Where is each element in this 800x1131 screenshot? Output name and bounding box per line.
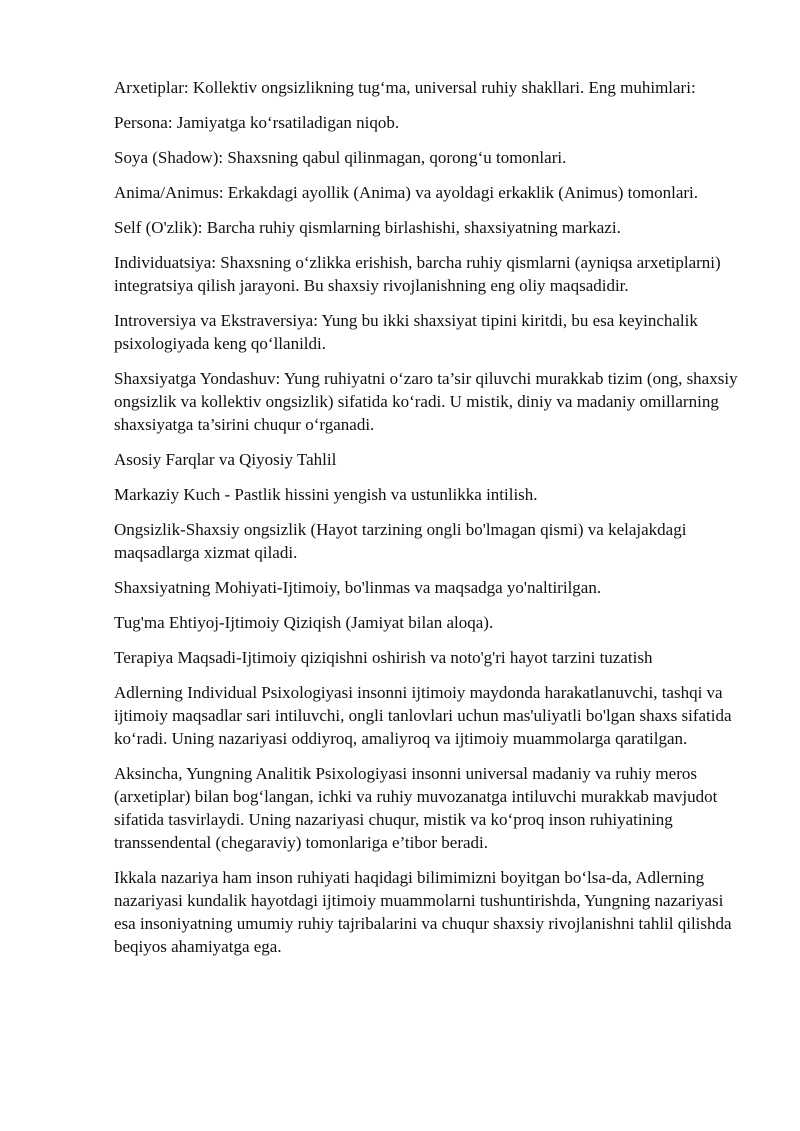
paragraph-jung-summary: Aksincha, Yungning Analitik Psixologiyasi insonni universal madaniy va ruhiy meros (arxetiplar) bilan bog‘langan, ichki va ruhiy muvozanatga intiluvchi murakkab mavjudot sifatida tasvirlaydi. Uning nazariyasi chuqur, mistik va ko‘proq inson ruhiyatining transsendental (chegaraviy) tomonlariga e’tibor beradi.: [114, 764, 718, 852]
paragraph-central-force: Markaziy Kuch - Pastlik hissini yengish va ustunlikka intilish.: [114, 485, 538, 504]
paragraph-adler-summary: Adlerning Individual Psixologiyasi insonni ijtimoiy maydonda harakatlanuvchi, tashqi va ijtimoiy maqsadlar sari intiluvchi, ongli tanlovlari uchun mas'uliyatli bo'lgan shaxs sifatida ko‘radi. Uning nazariyasi oddiyroq, amaliyroq va ijtimoiy muammolarga qaratilgan.: [114, 683, 732, 748]
section-heading-comparison: Asosiy Farqlar va Qiyosiy Tahlil: [114, 450, 337, 469]
paragraph-conclusion: Ikkala nazariya ham inson ruhiyati haqidagi bilimimizni boyitgan bo‘lsa-da, Adlerning nazariyasi kundalik hayotdagi ijtimoiy muammolarni tushuntirishda, Yungning nazariyasi esa insoniyatning umumiy ruhiy tajribalarini va chuqur shaxsiy rivojlanishni tahlil qilishda beqiyos ahamiyatga ega.: [114, 868, 732, 956]
paragraph-innate-need: Tug'ma Ehtiyoj-Ijtimoiy Qiziqish (Jamiyat bilan aloqa).: [114, 613, 494, 632]
paragraph-introversion-extraversion: Introversiya va Ekstraversiya: Yung bu ikki shaxsiyat tipini kiritdi, bu esa keyinchalik psixologiyada keng qo‘llanildi.: [114, 311, 698, 353]
paragraph-anima-animus: Anima/Animus: Erkakdagi ayollik (Anima) va ayoldagi erkaklik (Animus) tomonlari.: [114, 183, 699, 202]
paragraph-persona: Persona: Jamiyatga ko‘rsatiladigan niqob.: [114, 113, 400, 132]
paragraph-personality-approach: Shaxsiyatga Yondashuv: Yung ruhiyatni o‘zaro ta’sir qiluvchi murakkab tizim (ong, shaxsiy ongsizlik va kollektiv ongsizlik) sifatida ko‘radi. U mistik, diniy va madaniy omillarning shaxsiyatga ta’sirini chuqur o‘rganadi.: [114, 369, 738, 434]
paragraph-self: Self (O'zlik): Barcha ruhiy qismlarning birlashishi, shaxsiyatning markazi.: [114, 218, 621, 237]
paragraph-personality-essence: Shaxsiyatning Mohiyati-Ijtimoiy, bo'linmas va maqsadga yo'naltirilgan.: [114, 578, 602, 597]
paragraph-therapy-goal: Terapiya Maqsadi-Ijtimoiy qiziqishni oshirish va noto'g'ri hayot tarzini tuzatish: [114, 648, 653, 667]
paragraph-archetypes: Arxetiplar: Kollektiv ongsizlikning tug‘ma, universal ruhiy shakllari. Eng muhimlari:: [114, 78, 696, 97]
paragraph-shadow: Soya (Shadow): Shaxsning qabul qilinmagan, qorong‘u tomonlari.: [114, 148, 567, 167]
paragraph-unconscious: Ongsizlik-Shaxsiy ongsizlik (Hayot tarzining ongli bo'lmagan qismi) va kelajakdagi maqsadlarga xizmat qiladi.: [114, 520, 687, 562]
paragraph-individuation: Individuatsiya: Shaxsning o‘zlikka erishish, barcha ruhiy qismlarni (ayniqsa arxetiplarni) integratsiya qilish jarayoni. Bu shaxsiy rivojlanishning eng oliy maqsadidir.: [114, 253, 721, 295]
